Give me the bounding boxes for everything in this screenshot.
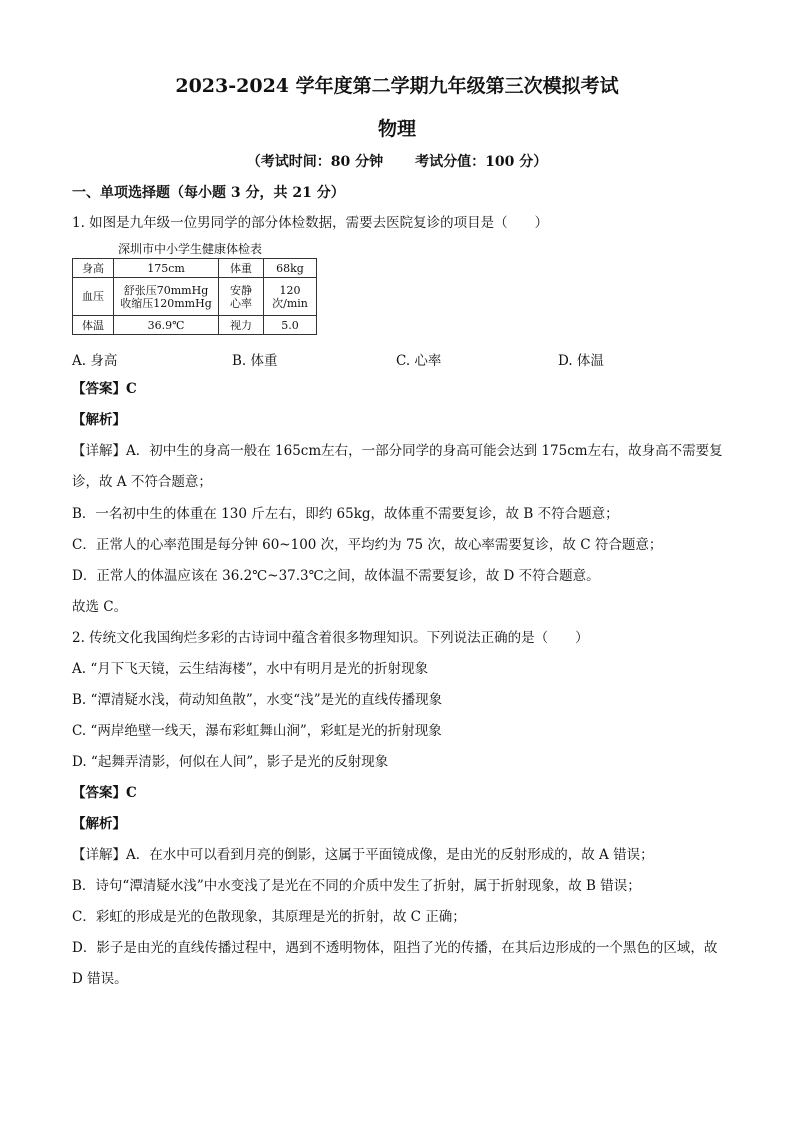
- section-title: 一、单项选择题（每小题 3 分，共 21 分）: [72, 185, 345, 201]
- table-cell: [219, 278, 264, 316]
- health-table: [72, 258, 317, 335]
- q1-detail-a: 【详解】A．初中生的身高一般在 165cm左右，一部分同学的身高可能会达到 175cm左右，故身高不需要复诊，故 A 不符合题意；: [72, 443, 723, 490]
- table-cell: [114, 278, 219, 316]
- table-cell: 体温: [73, 316, 114, 335]
- q1-conclusion: 故选 C。: [72, 599, 128, 615]
- q2-option-d: D. “起舞弄清影，何似在人间”，影子是光的反射现象: [72, 754, 389, 770]
- q1-option-d: D. 体温: [558, 353, 604, 369]
- q2-answer: 【答案】C: [72, 785, 137, 801]
- resting-label: 安静: [230, 283, 252, 297]
- table-cell: 体重: [219, 259, 264, 278]
- table-cell: 血压: [73, 278, 114, 316]
- q1-stem: 1. 如图是九年级一位男同学的部分体检数据，需要去医院复诊的项目是（ ）: [72, 215, 549, 231]
- table-row: [73, 278, 317, 316]
- q2-stem: 2. 传统文化我国绚烂多彩的古诗词中蕴含着很多物理知识。下列说法正确的是（ ）: [72, 630, 589, 646]
- exam-title: 2023-2024 学年度第二学期九年级第三次模拟考试: [175, 75, 619, 97]
- q1-detail-d: D．正常人的体温应该在 36.2℃~37.3℃之间，故体温不需要复诊，故 D 不符合题意。: [72, 568, 600, 584]
- q2-analysis-label: 【解析】: [72, 816, 126, 832]
- table-cell: 175cm: [114, 259, 219, 278]
- q2-detail-b: B．诗句“潭清疑水浅”中水变浅了是光在不同的介质中发生了折射，属于折射现象，故 B 错误；: [72, 878, 641, 894]
- q2-detail-d: D．影子是由光的直线传播过程中，遇到不透明物体，阻挡了光的传播，在其后边形成的一个黑色的区域，故 D 错误。: [72, 940, 718, 987]
- table-cell: 36.9℃: [114, 316, 219, 335]
- heart-rate-label: 心率: [230, 296, 252, 310]
- table-caption: 深圳市中小学生健康体检表: [118, 242, 263, 256]
- exam-score: 考试分值：100 分）: [415, 154, 548, 170]
- table-cell: 120次/min: [264, 278, 317, 316]
- q2-option-a: A. “月下飞天镜，云生结海楼”，水中有明月是光的折射现象: [72, 661, 429, 677]
- diastolic-pressure: 舒张压70mmHg: [123, 283, 209, 297]
- table-cell: 身高: [73, 259, 114, 278]
- table-cell: 视力: [219, 316, 264, 335]
- exam-time: （考试时间：80 分钟: [246, 154, 384, 170]
- q1-option-a: A. 身高: [72, 353, 118, 369]
- q2-detail-a: 【详解】A．在水中可以看到月亮的倒影，这属于平面镜成像，是由光的反射形成的，故 A 错误；: [72, 847, 654, 863]
- q2-option-b: B. “潭清疑水浅，荷动知鱼散”，水变“浅”是光的直线传播现象: [72, 692, 443, 708]
- q1-detail-c: C．正常人的心率范围是每分钟 60~100 次，平均约为 75 次，故心率需要复诊，故 C 符合题意；: [72, 537, 663, 553]
- subject-title: 物理: [377, 118, 416, 140]
- q1-detail-b: B．一名初中生的体重在 130 斤左右，即约 65kg，故体重不需要复诊，故 B 不符合题意；: [72, 506, 619, 522]
- table-row: [73, 259, 317, 278]
- exam-info: [0, 151, 794, 171]
- q2-detail-c: C．彩虹的形成是光的色散现象，其原理是光的折射，故 C 正确；: [72, 909, 466, 925]
- table-cell: 5.0: [264, 316, 317, 335]
- q1-option-c: C. 心率: [396, 353, 442, 369]
- systolic-pressure: 收缩压120mmHg: [120, 296, 212, 310]
- q1-analysis-label: 【解析】: [72, 412, 126, 428]
- table-cell: 68kg: [264, 259, 317, 278]
- q2-option-c: C. “两岸绝壁一线天，瀑布彩虹舞山涧”，彩虹是光的折射现象: [72, 723, 442, 739]
- q1-answer: 【答案】C: [72, 381, 137, 397]
- q1-option-b: B. 体重: [232, 353, 278, 369]
- table-row: [73, 316, 317, 335]
